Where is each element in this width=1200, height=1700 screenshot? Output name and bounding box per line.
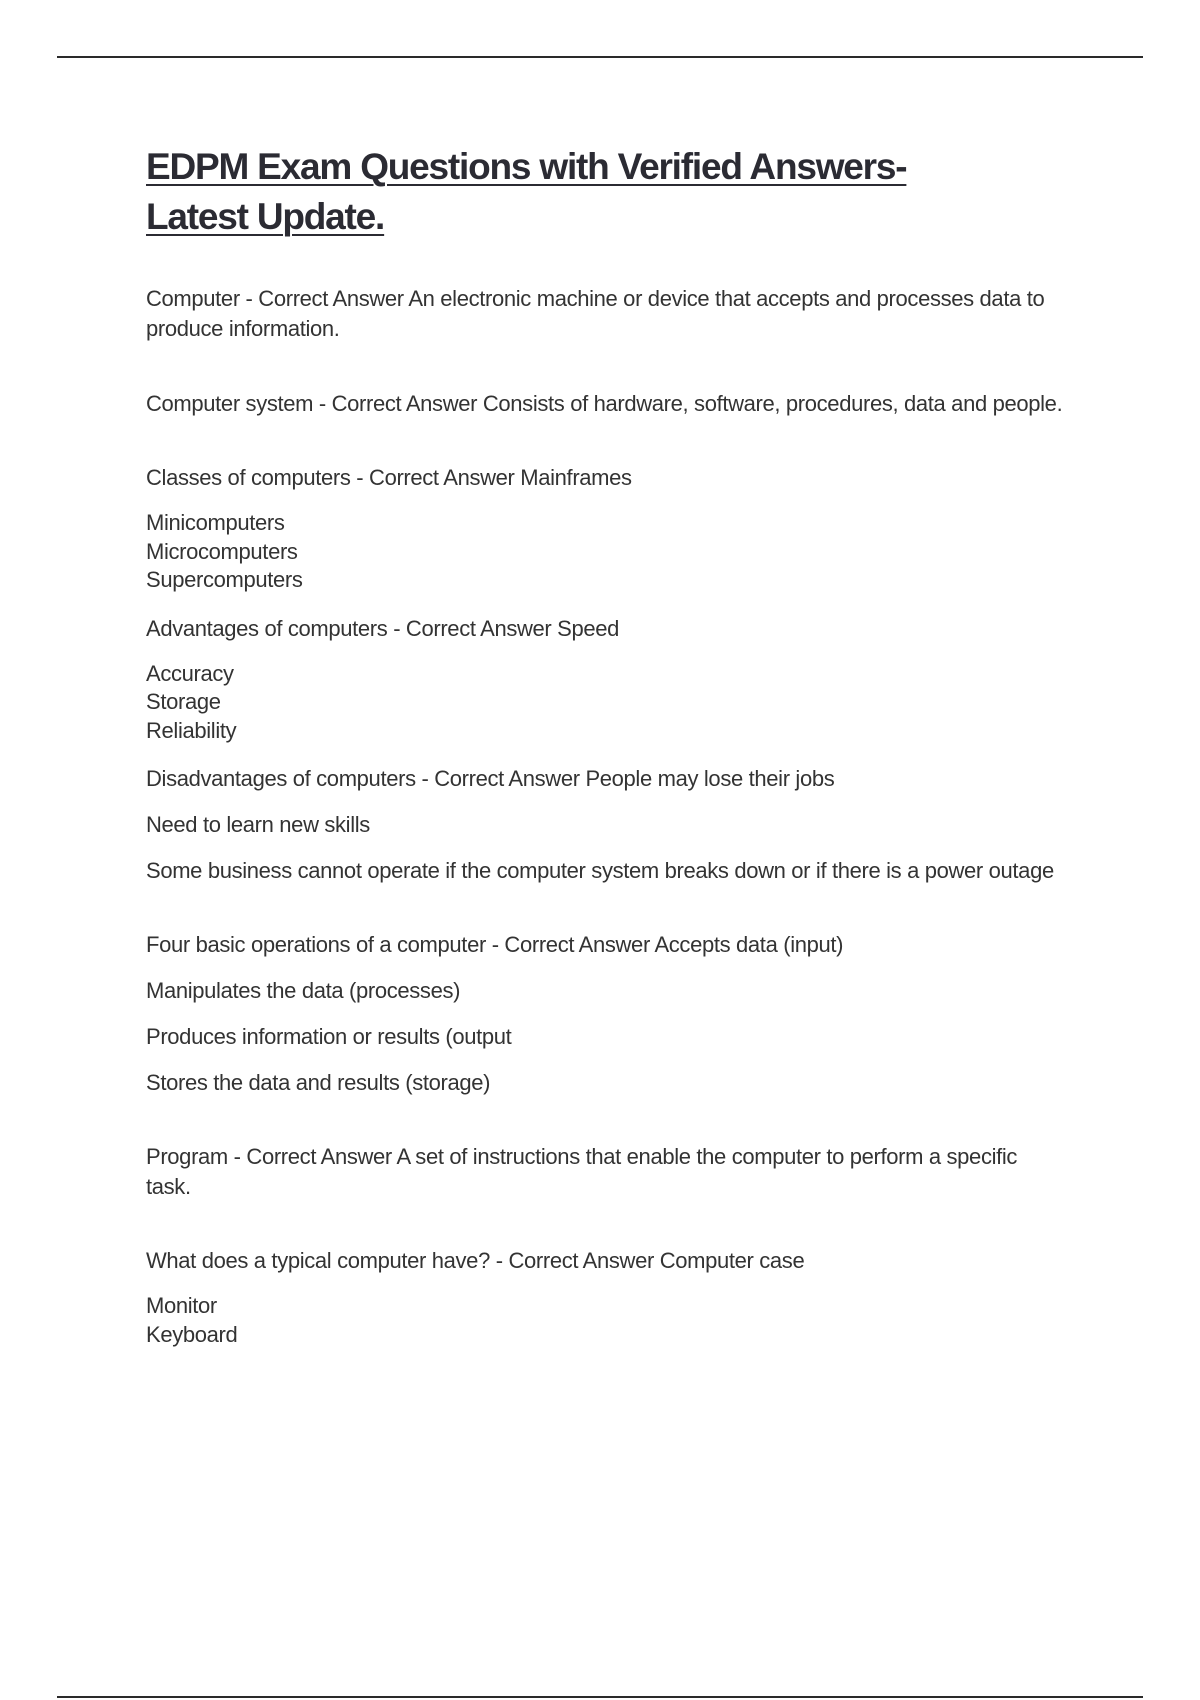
entry-operation-4: Stores the data and results (storage) [146,1070,491,1095]
title-line-2: Latest Update. [146,196,385,237]
document-title [146,142,1086,242]
entry-program: Program - Correct Answer A set of instructions that enable the computer to perform a specific task. [146,1144,1023,1199]
list-item: Storage [146,689,221,714]
entry-operation-3: Produces information or results (output [146,1024,512,1049]
footer-rule [57,1696,1143,1698]
entry-classes-of-computers: Classes of computers - Correct Answer Mainframes [146,465,632,490]
entry-computer-system: Computer system - Correct Answer Consists of hardware, software, procedures, data and people. [146,391,1063,416]
entry-operation-2: Manipulates the data (processes) [146,978,461,1003]
list-item: Monitor [146,1293,217,1318]
classes-list [146,509,1086,595]
typical-computer-list [146,1292,1086,1349]
title-line-1: EDPM Exam Questions with Verified Answers- [146,146,907,187]
header-rule [57,56,1143,58]
entry-disadvantages: Disadvantages of computers - Correct Answer People may lose their jobs [146,766,835,791]
entry-typical-computer: What does a typical computer have? - Correct Answer Computer case [146,1248,805,1273]
list-item: Reliability [146,717,237,743]
entry-four-basic-operations: Four basic operations of a computer - Correct Answer Accepts data (input) [146,932,844,957]
list-item: Minicomputers [146,510,285,535]
list-item: Microcomputers [146,538,298,564]
list-item: Accuracy [146,660,234,686]
entry-advantages: Advantages of computers - Correct Answer Speed [146,615,620,641]
advantages-list [146,660,1086,746]
entry-computer: Computer - Correct Answer An electronic machine or device that accepts and processes data to produce information. [146,286,1051,341]
entry-disadvantage-3: Some business cannot operate if the computer system breaks down or if there is a power outage [146,858,1054,883]
document-body [146,142,1086,1349]
list-item: Supercomputers [146,567,303,592]
entry-disadvantage-2: Need to learn new skills [146,812,370,837]
list-item: Keyboard [146,1321,238,1347]
